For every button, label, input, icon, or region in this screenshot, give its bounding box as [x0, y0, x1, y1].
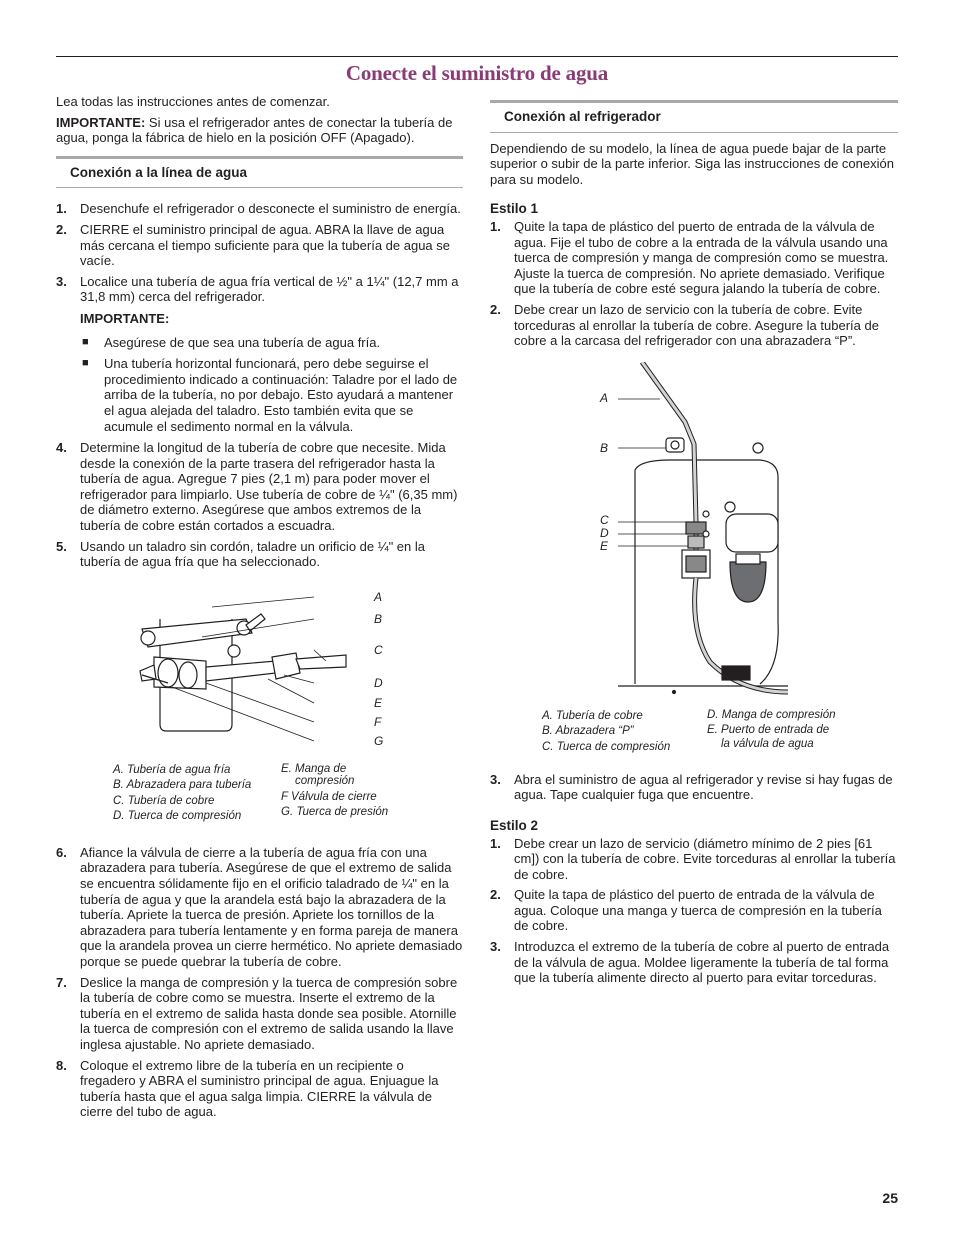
step-item	[56, 1058, 463, 1120]
step-item	[56, 975, 463, 1053]
page-title: Conecte el suministro de agua	[345, 61, 609, 85]
step-number: 3.	[490, 939, 501, 955]
bullet-text: Una tubería horizontal funcionará, pero debe seguirse el procedimiento indicado a continuación: Taladre por el lado de arriba de la tubería, no por debajo. Esto ayudará a mantener el agua alejada del taladro. Esto también evita que se acumule el sedimento normal en la válvula.	[104, 356, 458, 434]
caption-line: A. Tubería de cobre	[542, 709, 643, 722]
fig1-caption-col1	[113, 763, 251, 825]
fig2-label-b: B	[600, 440, 609, 455]
steps-list-b	[56, 440, 463, 570]
page-number: 25	[882, 1190, 898, 1206]
important-text: Si usa el refrigerador antes de conectar la tubería de agua, ponga la fábrica de hielo en la posición OFF (Apagado).	[56, 114, 453, 146]
step-item	[490, 939, 898, 986]
step-item	[490, 219, 898, 297]
fig1-label-d: D	[374, 675, 383, 690]
fig1-caption	[56, 763, 463, 831]
step-text: Desenchufe el refrigerador o desconecte el suministro de energía.	[80, 201, 461, 217]
caption-line: G. Tuerca de presión	[281, 806, 389, 819]
refrigerator-illustration	[618, 362, 788, 694]
fig2-label-a: A	[600, 390, 609, 405]
fig1-label-e: E	[374, 695, 383, 710]
step-number: 8.	[56, 1057, 67, 1073]
important-note	[56, 115, 463, 146]
step-number: 1.	[490, 835, 501, 851]
step-item	[56, 274, 463, 305]
fig2-caption	[490, 709, 898, 761]
left-column	[56, 94, 463, 1120]
caption-line: C. Tuerca de compresión	[542, 740, 671, 753]
top-rule	[56, 56, 898, 57]
step-item	[56, 201, 463, 217]
important-label: IMPORTANTE:	[56, 114, 146, 130]
section-heading-water-line: Conexión a la línea de agua	[56, 156, 463, 189]
step-number: 1.	[490, 218, 501, 234]
fig1-label-c: C	[374, 642, 383, 657]
steps-list-c	[56, 845, 463, 1120]
sub-important-label: IMPORTANTE:	[80, 310, 170, 326]
caption-line: F Válvula de cierre	[281, 790, 377, 803]
step-text: Debe crear un lazo de servicio con la tubería de cobre. Evite torceduras al enrollar la tubería de cobre. Asegure la tubería de cobre a la carcasa del refrigerador con una abrazadera “P”.	[514, 301, 879, 349]
bullet-item	[80, 356, 463, 434]
fig2-caption-col1	[542, 709, 670, 756]
refrigerator-valve-figure	[490, 362, 898, 707]
square-bullet-icon: ■	[82, 357, 89, 370]
fig1-label-a: A	[374, 589, 383, 604]
caption-line: B. Abrazadera para tubería	[113, 779, 252, 792]
step-item	[56, 222, 463, 269]
step-number: 5.	[56, 538, 67, 554]
style2-steps	[490, 836, 898, 986]
step-text: Abra el suministro de agua al refrigerador y revise si hay fugas de agua. Tape cualquier fuga que encuentre.	[514, 771, 893, 803]
fig1-label-b: B	[374, 611, 383, 626]
step-text: Quite la tapa de plástico del puerto de entrada de la válvula de agua. Coloque una manga y tuerca de compresión en la tubería de cobre.	[514, 887, 882, 934]
step-text: Determine la longitud de la tubería de cobre que necesite. Mida desde la conexión de la parte trasera del refrigerador hasta la tubería de agua. Agregue 7 pies (2,1 m) para poder mover el refrigerador para limpiarlo. Use tubería de cobre de ¼" (6,35 mm) de diámetro externo. Asegúrese que ambos extremos de la tubería de cobre están cortados a escuadra.	[80, 440, 458, 534]
steps-list-a	[56, 201, 463, 305]
caption-line: E. Manga de	[281, 762, 347, 775]
step-text: Afiance la válvula de cierre a la tubería de agua fría con una abrazadera para tubería. Asegúrese de que el extremo de salida se encuentra sólidamente fijo en el orificio taladrado de ¼" en la tubería de agua y que la arandela está bajo la abrazadera de la tubería. Apriete la tuerca de presión. Apriete los tornillos de la abrazadera para tubería lentamente y en forma pareja de manera que la arandela provea un cierre hermético. No apriete demasiado porque se puede quebrar la tubería de cobre.	[80, 844, 463, 969]
right-column	[490, 100, 898, 986]
step-item	[490, 887, 898, 934]
step-item	[56, 539, 463, 570]
shutoff-valve-figure	[56, 589, 463, 759]
step-item	[490, 772, 898, 803]
caption-line: A. Tubería de agua fría	[113, 763, 231, 776]
caption-line: D. Manga de compresión	[707, 708, 836, 721]
fig2-caption-col2	[707, 709, 835, 752]
step-text: Deslice la manga de compresión y la tuerca de compresión sobre la tubería de cobre como se muestra. Inserte el extremo de la tubería en el extremo de salida hasta donde sea posible. Atornille la tuerca de compresión con el extremo de salida usando la llave inglesa ajustable. No apriete demasiado.	[80, 974, 458, 1052]
caption-line: la válvula de agua	[721, 737, 814, 750]
fig2-label-d: D	[600, 525, 609, 540]
fig1-label-g: G	[374, 733, 384, 748]
style1-heading: Estilo 1	[490, 201, 539, 217]
step-number: 6.	[56, 844, 67, 860]
bullet-text: Asegúrese de que sea una tubería de agua fría.	[104, 334, 381, 350]
step-number: 2.	[56, 221, 67, 237]
style1-steps	[490, 219, 898, 349]
step-text: CIERRE el suministro principal de agua. ABRA la llave de agua más cercana el tiempo suficiente para que la tubería de agua se vacíe.	[80, 221, 451, 269]
style1-step3	[490, 772, 898, 803]
step-item	[490, 302, 898, 349]
step-text: Localice una tubería de agua fría vertical de ½" a 1¼" (12,7 mm a 31,8 mm) cerca del refrigerador.	[80, 273, 459, 305]
step-item	[56, 440, 463, 534]
right-intro-text: Dependiendo de su modelo, la línea de agua puede bajar de la parte superior o subir de la parte inferior. Siga las instrucciones de conexión para su modelo.	[490, 140, 894, 187]
bullet-item	[80, 335, 463, 351]
step-number: 3.	[490, 771, 501, 787]
step-item	[490, 836, 898, 883]
caption-line: B. Abrazadera “P”	[542, 725, 634, 738]
step-number: 1.	[56, 201, 67, 217]
fig2-label-e: E	[600, 538, 609, 553]
step-text: Introduzca el extremo de la tubería de cobre al puerto de entrada de la válvula de agua. Moldee ligeramente la tubería de tal forma que la tubería alimente directo al puerto para evitar torceduras.	[514, 939, 890, 986]
step-text: Debe crear un lazo de servicio (diámetro mínimo de 2 pies [61 cm]) con la tubería de cobre. Evite torceduras al enrollar la tubería de cobre.	[514, 835, 896, 882]
valve-illustration	[140, 597, 346, 741]
step-text: Usando un taladro sin cordón, taladre un orificio de ¼" en la tubería de agua fría que ha seleccionado.	[80, 538, 425, 570]
step-number: 4.	[56, 440, 67, 456]
step-number: 3.	[56, 273, 67, 289]
caption-line: C. Tubería de cobre	[113, 794, 215, 807]
fig2-label-c: C	[600, 512, 609, 527]
caption-line: E. Puerto de entrada de	[707, 724, 830, 737]
step-number: 2.	[490, 887, 501, 903]
step-item	[56, 845, 463, 970]
square-bullet-icon: ■	[82, 335, 89, 348]
section-heading-refrigerator: Conexión al refrigerador	[490, 100, 898, 133]
fig1-label-f: F	[374, 714, 382, 729]
step-text: Coloque el extremo libre de la tubería en un recipiente o fregadero y ABRA el suministro principal de agua. Enjuague la tubería hasta que el agua salga limpia. CIERRE la válvula de cierre del tubo de agua.	[80, 1057, 439, 1120]
style2-heading: Estilo 2	[490, 817, 539, 833]
bullet-list	[80, 335, 463, 435]
step-number: 7.	[56, 974, 67, 990]
step-number: 2.	[490, 301, 501, 317]
caption-line: compresión	[295, 775, 355, 788]
intro-text: Lea todas las instrucciones antes de comenzar.	[56, 94, 330, 109]
step-text: Quite la tapa de plástico del puerto de entrada de la válvula de agua. Fije el tubo de cobre a la entrada de la válvula usando una tuerca de compresión y manga de compresión como se muestra. Ajuste la tuerca de compresión. No apriete demasiado. Verifique que la tubería de cobre esté segura jalando la tubería de cobre.	[514, 218, 889, 297]
caption-line: D. Tuerca de compresión	[113, 810, 242, 823]
fig1-caption-col2	[281, 763, 388, 819]
